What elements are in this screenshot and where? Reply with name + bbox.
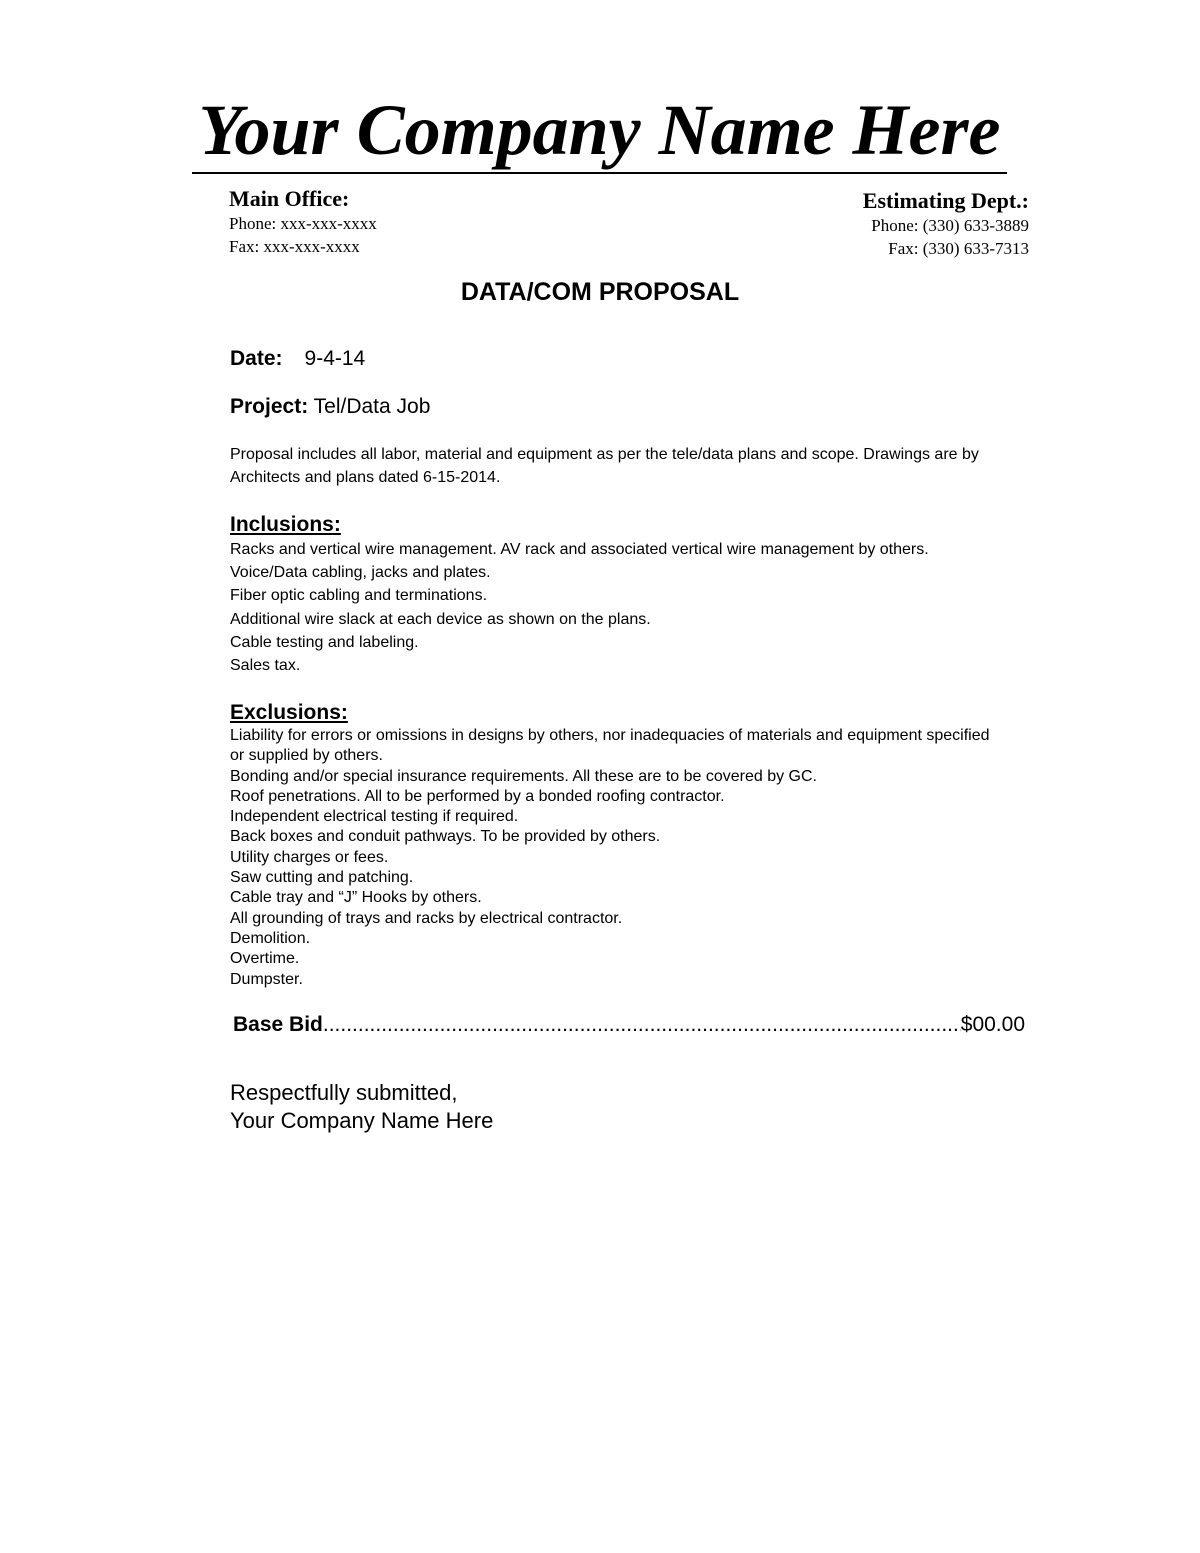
list-item: All grounding of trays and racks by electrical contractor. bbox=[230, 909, 623, 927]
list-item: Additional wire slack at each device as shown on the plans. bbox=[230, 610, 651, 628]
list-item: Voice/Data cabling, jacks and plates. bbox=[230, 564, 491, 582]
list-item: Fiber optic cabling and terminations. bbox=[230, 587, 488, 605]
main-office-fax: Fax: xxx-xxx-xxxx bbox=[229, 237, 360, 256]
inclusions-title: Inclusions: bbox=[230, 513, 341, 536]
project-field bbox=[230, 393, 430, 421]
proposal-heading: DATA/COM PROPOSAL bbox=[460, 278, 740, 306]
main-office-phone: Phone: xxx-xxx-xxxx bbox=[229, 214, 377, 233]
company-name-title: Your Company Name Here bbox=[198, 90, 1001, 170]
project-label: Project: bbox=[230, 395, 309, 418]
list-item: Saw cutting and patching. bbox=[230, 869, 414, 887]
list-item: Cable testing and labeling. bbox=[230, 633, 419, 651]
letterhead bbox=[192, 88, 1007, 172]
estimating-dept-heading: Estimating Dept.: bbox=[862, 188, 1029, 213]
date-label: Date: bbox=[230, 347, 283, 370]
project-value: Tel/Data Job bbox=[313, 395, 431, 418]
list-item: Independent electrical testing if required. bbox=[230, 808, 519, 826]
exclusions-section bbox=[230, 700, 1030, 990]
list-item: Dumpster. bbox=[230, 970, 303, 988]
list-item: Demolition. bbox=[230, 929, 311, 947]
proposal-intro: Proposal includes all labor, material and equipment as per the tele/data plans and scope. Drawings are by Architects and plans dated 6-15-2014. bbox=[230, 446, 979, 486]
exclusions-title: Exclusions: bbox=[230, 701, 348, 724]
main-office-heading: Main Office: bbox=[229, 186, 350, 211]
list-item: Sales tax. bbox=[230, 657, 301, 675]
date-field bbox=[230, 345, 365, 373]
closing-signature bbox=[230, 1079, 493, 1135]
dot-leader bbox=[323, 1011, 961, 1039]
list-item: Racks and vertical wire management. AV rack and associated vertical wire management by others. bbox=[230, 541, 929, 558]
signature-company-name: Your Company Name Here bbox=[230, 1108, 494, 1133]
list-item: Roof penetrations. All to be performed by a bonded roofing contractor. bbox=[230, 787, 725, 805]
list-item: Bonding and/or special insurance requirements. All these are to be covered by GC. bbox=[230, 767, 817, 785]
estimating-dept-fax: Fax: (330) 633-7313 bbox=[888, 239, 1029, 258]
estimating-dept-block bbox=[863, 188, 1029, 260]
list-item: Back boxes and conduit pathways. To be provided by others. bbox=[230, 828, 661, 846]
base-bid-line bbox=[233, 1011, 1025, 1039]
list-item: Overtime. bbox=[230, 950, 300, 968]
list-item: Cable tray and “J” Hooks by others. bbox=[230, 889, 482, 907]
base-bid-label: Base Bid bbox=[233, 1013, 323, 1036]
list-item: Utility charges or fees. bbox=[230, 848, 389, 866]
closing-line: Respectfully submitted, bbox=[230, 1080, 458, 1105]
list-item: Liability for errors or omissions in designs by others, nor inadequacies of materials and equipment specified or supplied by others. bbox=[230, 727, 990, 765]
estimating-dept-phone: Phone: (330) 633-3889 bbox=[871, 216, 1029, 235]
title-underline bbox=[192, 172, 1007, 174]
main-office-block bbox=[229, 186, 377, 258]
date-value: 9-4-14 bbox=[304, 347, 366, 370]
base-bid-amount: $00.00 bbox=[960, 1013, 1025, 1036]
inclusions-section bbox=[230, 512, 1030, 677]
